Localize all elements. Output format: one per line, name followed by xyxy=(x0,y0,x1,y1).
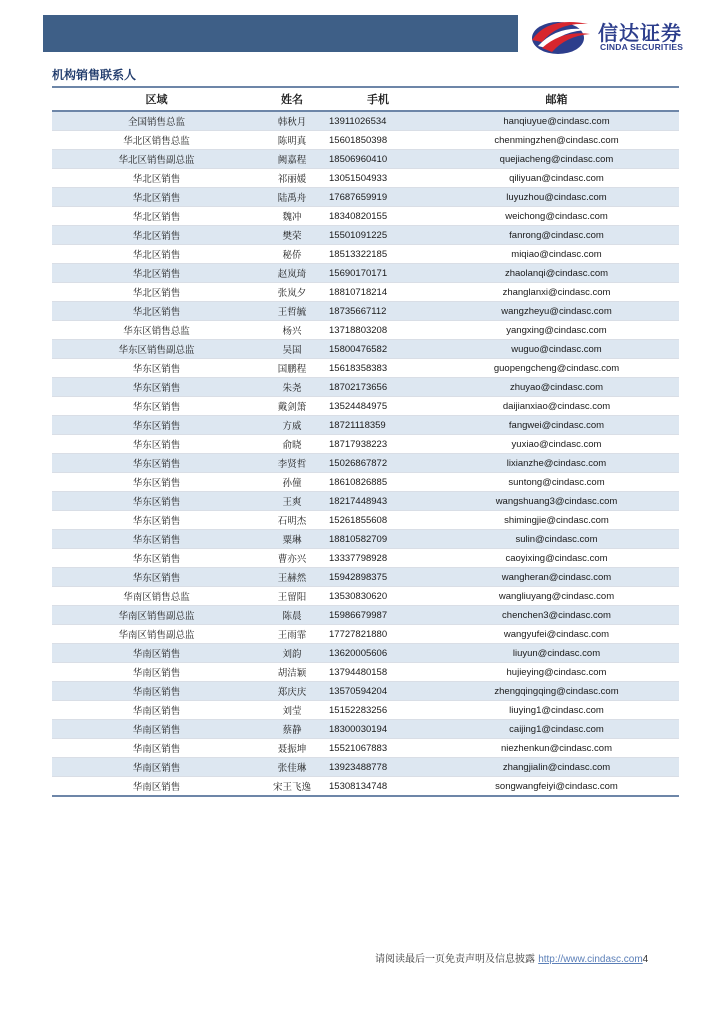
cell-phone: 15501091225 xyxy=(323,226,434,245)
cell-region: 华北区销售副总监 xyxy=(52,150,261,169)
cell-region: 华东区销售 xyxy=(52,492,261,511)
cell-region: 华北区销售 xyxy=(52,207,261,226)
table-row xyxy=(52,245,679,264)
table-row xyxy=(52,454,679,473)
cell-phone: 15601850398 xyxy=(323,131,434,150)
cell-email: liuyun@cindasc.com xyxy=(434,644,679,663)
cell-region: 华南区销售 xyxy=(52,644,261,663)
cell-phone: 15800476582 xyxy=(323,340,434,359)
cell-email: yuxiao@cindasc.com xyxy=(434,435,679,454)
table-row xyxy=(52,188,679,207)
cell-email: zhuyao@cindasc.com xyxy=(434,378,679,397)
cell-name: 王爽 xyxy=(261,492,323,511)
cell-region: 华南区销售 xyxy=(52,701,261,720)
cell-email: lixianzhe@cindasc.com xyxy=(434,454,679,473)
cell-email: hujieying@cindasc.com xyxy=(434,663,679,682)
cell-name: 聂振坤 xyxy=(261,739,323,758)
cell-email: weichong@cindasc.com xyxy=(434,207,679,226)
cell-phone: 13570594204 xyxy=(323,682,434,701)
footer-disclaimer: 请阅读最后一页免责声明及信息披露 xyxy=(375,954,539,965)
table-row xyxy=(52,283,679,302)
table-row xyxy=(52,397,679,416)
cell-region: 华南区销售副总监 xyxy=(52,625,261,644)
cell-email: miqiao@cindasc.com xyxy=(434,245,679,264)
cell-phone: 18735667112 xyxy=(323,302,434,321)
cell-email: guopengcheng@cindasc.com xyxy=(434,359,679,378)
table-row xyxy=(52,340,679,359)
cell-email: niezhenkun@cindasc.com xyxy=(434,739,679,758)
cell-phone: 18513322185 xyxy=(323,245,434,264)
cell-region: 华东区销售 xyxy=(52,568,261,587)
cell-phone: 15308134748 xyxy=(323,777,434,797)
table-row xyxy=(52,264,679,283)
table-row xyxy=(52,378,679,397)
cell-region: 华南区销售 xyxy=(52,720,261,739)
table-body xyxy=(52,111,679,796)
table-row xyxy=(52,663,679,682)
cell-phone: 15026867872 xyxy=(323,454,434,473)
cell-phone: 18610826885 xyxy=(323,473,434,492)
cell-phone: 17687659919 xyxy=(323,188,434,207)
cell-phone: 13337798928 xyxy=(323,549,434,568)
cell-email: luyuzhou@cindasc.com xyxy=(434,188,679,207)
cell-email: wangshuang3@cindasc.com xyxy=(434,492,679,511)
cell-name: 阙嘉程 xyxy=(261,150,323,169)
cell-email: suntong@cindasc.com xyxy=(434,473,679,492)
cell-name: 王赫然 xyxy=(261,568,323,587)
table-row xyxy=(52,720,679,739)
cell-name: 孙僮 xyxy=(261,473,323,492)
cell-name: 粟琳 xyxy=(261,530,323,549)
table-row xyxy=(52,701,679,720)
cell-name: 戴剑箫 xyxy=(261,397,323,416)
cell-region: 华南区销售 xyxy=(52,663,261,682)
table-row xyxy=(52,739,679,758)
cell-email: chenchen3@cindasc.com xyxy=(434,606,679,625)
table-row xyxy=(52,359,679,378)
cell-email: zhaolanqi@cindasc.com xyxy=(434,264,679,283)
cell-name: 张岚夕 xyxy=(261,283,323,302)
cell-region: 华东区销售 xyxy=(52,473,261,492)
cell-region: 华东区销售 xyxy=(52,511,261,530)
cell-name: 陈晨 xyxy=(261,606,323,625)
table-row xyxy=(52,207,679,226)
cell-region: 华北区销售 xyxy=(52,302,261,321)
cell-name: 胡洁颖 xyxy=(261,663,323,682)
cell-phone: 18340820155 xyxy=(323,207,434,226)
cell-email: liuying1@cindasc.com xyxy=(434,701,679,720)
cell-email: wangheran@cindasc.com xyxy=(434,568,679,587)
footer-website-link[interactable]: http://www.cindasc.com xyxy=(538,954,643,965)
cell-name: 王留阳 xyxy=(261,587,323,606)
cell-phone: 13718803208 xyxy=(323,321,434,340)
table-row xyxy=(52,625,679,644)
cell-region: 华北区销售 xyxy=(52,226,261,245)
cell-email: hanqiuyue@cindasc.com xyxy=(434,111,679,131)
cell-name: 陆禹舟 xyxy=(261,188,323,207)
table-row xyxy=(52,226,679,245)
cell-email: quejiacheng@cindasc.com xyxy=(434,150,679,169)
header-phone: 手机 xyxy=(323,87,434,111)
cell-email: wangzheyu@cindasc.com xyxy=(434,302,679,321)
cell-phone: 18300030194 xyxy=(323,720,434,739)
cell-email: zhanglanxi@cindasc.com xyxy=(434,283,679,302)
cell-name: 王雨霏 xyxy=(261,625,323,644)
cell-name: 陈明真 xyxy=(261,131,323,150)
cell-phone: 18717938223 xyxy=(323,435,434,454)
cell-name: 韩秋月 xyxy=(261,111,323,131)
logo-chinese-name: 信达证券 xyxy=(598,21,682,45)
cell-email: qiliyuan@cindasc.com xyxy=(434,169,679,188)
logo-english-name: CINDA SECURITIES xyxy=(600,42,684,52)
cinda-logo-icon xyxy=(528,14,594,58)
table-row xyxy=(52,511,679,530)
cell-phone: 15618358383 xyxy=(323,359,434,378)
header-name: 姓名 xyxy=(261,87,323,111)
cell-phone: 18702173656 xyxy=(323,378,434,397)
page-number: 4 xyxy=(642,954,649,965)
cell-phone: 13530830620 xyxy=(323,587,434,606)
table-row xyxy=(52,682,679,701)
cell-phone: 15942898375 xyxy=(323,568,434,587)
cell-region: 华北区销售总监 xyxy=(52,131,261,150)
cell-region: 华东区销售总监 xyxy=(52,321,261,340)
cell-region: 华东区销售 xyxy=(52,454,261,473)
cell-email: daijianxiao@cindasc.com xyxy=(434,397,679,416)
cell-name: 张佳琳 xyxy=(261,758,323,777)
cell-name: 樊荣 xyxy=(261,226,323,245)
cell-region: 华北区销售 xyxy=(52,283,261,302)
cell-phone: 15521067883 xyxy=(323,739,434,758)
cell-name: 蔡静 xyxy=(261,720,323,739)
cell-name: 曹亦兴 xyxy=(261,549,323,568)
cell-region: 华东区销售副总监 xyxy=(52,340,261,359)
cell-email: wangliuyang@cindasc.com xyxy=(434,587,679,606)
cell-name: 郑庆庆 xyxy=(261,682,323,701)
table-row xyxy=(52,435,679,454)
cell-email: wuguo@cindasc.com xyxy=(434,340,679,359)
cell-region: 华东区销售 xyxy=(52,416,261,435)
cell-region: 华北区销售 xyxy=(52,245,261,264)
cell-region: 华北区销售 xyxy=(52,169,261,188)
header-email: 邮箱 xyxy=(434,87,679,111)
footer xyxy=(375,950,648,965)
cell-phone: 13911026534 xyxy=(323,111,434,131)
header-bar xyxy=(43,15,518,52)
cell-region: 全国销售总监 xyxy=(52,111,261,131)
cell-name: 刘莹 xyxy=(261,701,323,720)
table-row xyxy=(52,416,679,435)
cell-phone: 15986679987 xyxy=(323,606,434,625)
cell-phone: 13923488778 xyxy=(323,758,434,777)
cell-region: 华南区销售副总监 xyxy=(52,606,261,625)
cell-email: chenmingzhen@cindasc.com xyxy=(434,131,679,150)
table-row xyxy=(52,111,679,131)
cell-name: 吴国 xyxy=(261,340,323,359)
cell-name: 刘韵 xyxy=(261,644,323,663)
cell-name: 魏冲 xyxy=(261,207,323,226)
cell-name: 李贤哲 xyxy=(261,454,323,473)
cell-region: 华南区销售 xyxy=(52,777,261,797)
cell-name: 秘侨 xyxy=(261,245,323,264)
cell-phone: 18810718214 xyxy=(323,283,434,302)
cell-email: zhangjialin@cindasc.com xyxy=(434,758,679,777)
cell-phone: 13620005606 xyxy=(323,644,434,663)
cell-email: caijing1@cindasc.com xyxy=(434,720,679,739)
table-header-row xyxy=(52,87,679,111)
cell-email: fangwei@cindasc.com xyxy=(434,416,679,435)
table-row xyxy=(52,131,679,150)
cell-email: shimingjie@cindasc.com xyxy=(434,511,679,530)
cell-name: 石明杰 xyxy=(261,511,323,530)
cell-name: 宋王飞逸 xyxy=(261,777,323,797)
table-row xyxy=(52,549,679,568)
cell-email: caoyixing@cindasc.com xyxy=(434,549,679,568)
cell-phone: 17727821880 xyxy=(323,625,434,644)
cell-phone: 13794480158 xyxy=(323,663,434,682)
header-region: 区域 xyxy=(52,87,261,111)
company-logo xyxy=(528,14,708,58)
cell-email: sulin@cindasc.com xyxy=(434,530,679,549)
cell-region: 华东区销售 xyxy=(52,530,261,549)
cell-email: yangxing@cindasc.com xyxy=(434,321,679,340)
cell-name: 杨兴 xyxy=(261,321,323,340)
cell-phone: 18506960410 xyxy=(323,150,434,169)
cell-region: 华东区销售 xyxy=(52,435,261,454)
cell-region: 华南区销售总监 xyxy=(52,587,261,606)
table-row xyxy=(52,321,679,340)
contacts-table xyxy=(52,86,679,797)
table-row xyxy=(52,777,679,797)
table-row xyxy=(52,302,679,321)
cell-name: 国鹏程 xyxy=(261,359,323,378)
table-row xyxy=(52,606,679,625)
section-title: 机构销售联系人 xyxy=(52,68,137,82)
cell-phone: 18721118359 xyxy=(323,416,434,435)
cell-email: wangyufei@cindasc.com xyxy=(434,625,679,644)
cell-region: 华南区销售 xyxy=(52,739,261,758)
cell-region: 华东区销售 xyxy=(52,359,261,378)
cell-region: 华南区销售 xyxy=(52,682,261,701)
cell-region: 华北区销售 xyxy=(52,264,261,283)
table-row xyxy=(52,492,679,511)
table-row xyxy=(52,758,679,777)
cell-region: 华东区销售 xyxy=(52,397,261,416)
cell-region: 华南区销售 xyxy=(52,758,261,777)
cell-name: 朱尧 xyxy=(261,378,323,397)
cell-region: 华东区销售 xyxy=(52,549,261,568)
cell-email: fanrong@cindasc.com xyxy=(434,226,679,245)
cell-name: 王哲毓 xyxy=(261,302,323,321)
table-row xyxy=(52,568,679,587)
table-row xyxy=(52,150,679,169)
cell-phone: 13051504933 xyxy=(323,169,434,188)
cell-name: 方威 xyxy=(261,416,323,435)
table-row xyxy=(52,530,679,549)
cell-name: 俞晓 xyxy=(261,435,323,454)
table-row xyxy=(52,169,679,188)
cell-name: 祁丽媛 xyxy=(261,169,323,188)
cell-region: 华北区销售 xyxy=(52,188,261,207)
cell-email: zhengqingqing@cindasc.com xyxy=(434,682,679,701)
cell-phone: 15152283256 xyxy=(323,701,434,720)
cell-phone: 15690170171 xyxy=(323,264,434,283)
cell-name: 赵岚琦 xyxy=(261,264,323,283)
cell-phone: 18810582709 xyxy=(323,530,434,549)
cell-email: songwangfeiyi@cindasc.com xyxy=(434,777,679,797)
cell-phone: 15261855608 xyxy=(323,511,434,530)
cell-phone: 18217448943 xyxy=(323,492,434,511)
table-row xyxy=(52,644,679,663)
cell-phone: 13524484975 xyxy=(323,397,434,416)
cell-region: 华东区销售 xyxy=(52,378,261,397)
table-row xyxy=(52,473,679,492)
table-row xyxy=(52,587,679,606)
